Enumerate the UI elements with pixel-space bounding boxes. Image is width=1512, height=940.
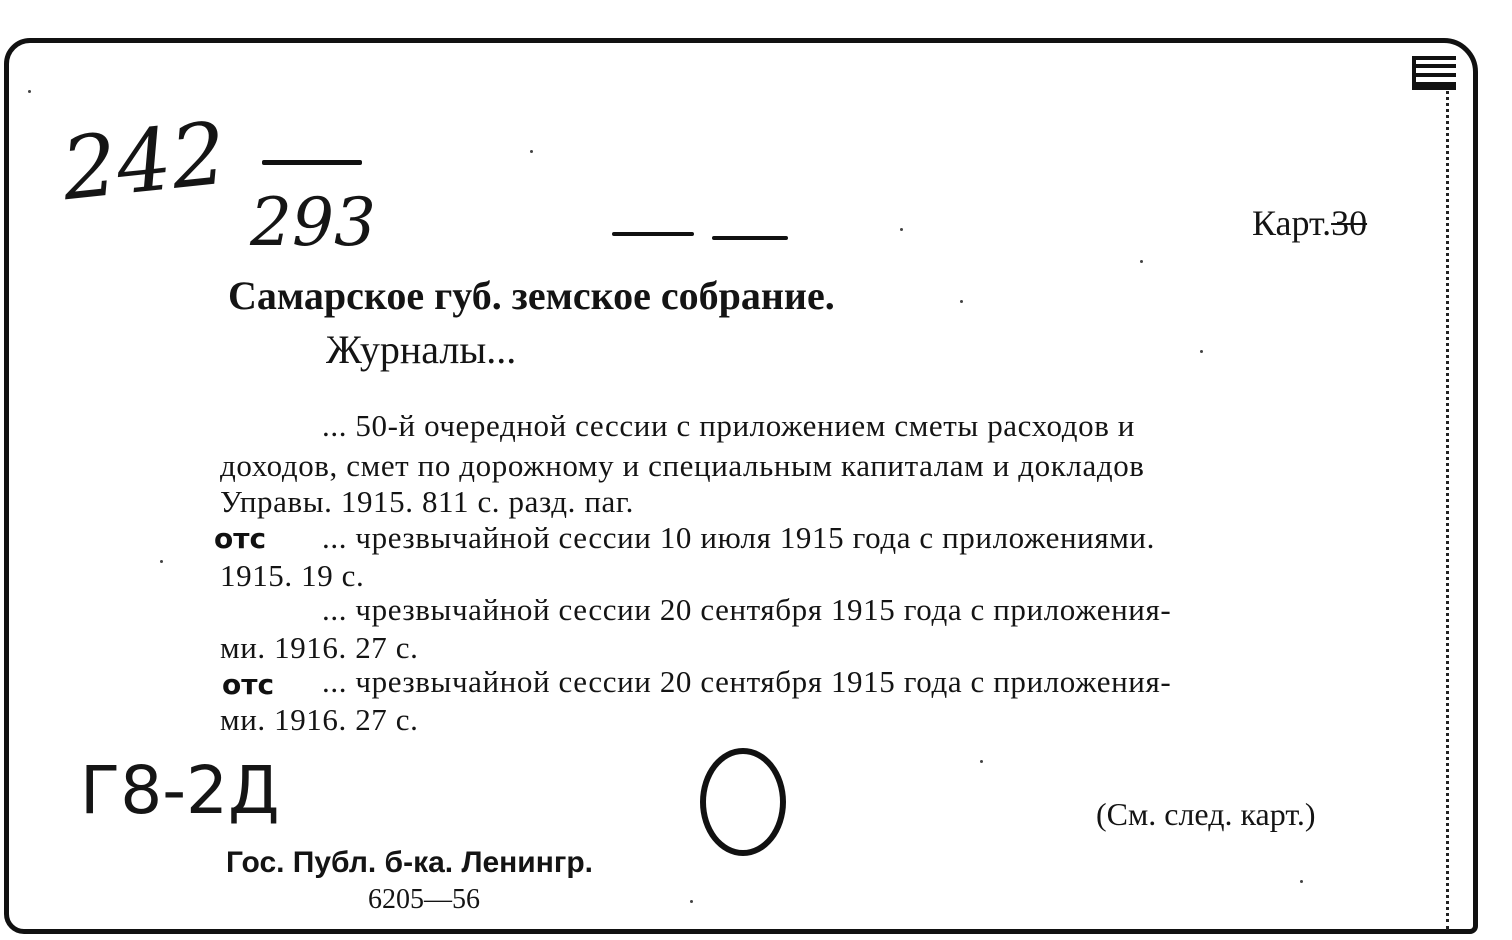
header-dash-1 [612,232,694,236]
entry-3-line-2: ми. 1916. 27 с. [220,630,419,665]
speck [530,150,533,153]
header-dash-2 [712,236,788,240]
card-tab-mark [1412,56,1456,90]
card-number-struck: 30 [1331,203,1368,243]
shelfmark-bottom: 293 [250,184,376,261]
speck [900,228,903,231]
print-code: 6205—56 [368,884,480,915]
title-heading: Журналы... [326,327,517,372]
speck [1200,350,1203,353]
shelfmark-fraction-line [262,160,362,165]
speck [960,300,963,303]
library-imprint: Гос. Публ. б-ка. Ленингр. [226,846,594,879]
speck [1140,260,1143,263]
entry-2-line-2: 1915. 19 с. [220,558,365,593]
speck [28,90,31,93]
speck [160,560,163,563]
entry-4-line-1: ... чрезвычайной сессии 20 сентября 1915 года с приложения- [322,664,1172,699]
shelfmark-top: 242 [57,103,231,221]
see-next-card: (См. след. карт.) [1096,796,1316,832]
entry-2-line-1: ... чрезвычайной сессии 10 июля 1915 года с приложениями. [322,520,1155,555]
entry-1-line-2: доходов, смет по дорожному и специальным капиталам и докладов [220,448,1145,483]
speck [690,900,693,903]
shelfmark-lower: Г8-2Д [80,752,280,829]
card-number-label: Карт. [1252,203,1332,243]
entry-1-line-1: ... 50-й очередной сессии с приложением сметы расходов и [322,408,1135,443]
card-right-edge [1446,60,1459,930]
entry-3-line-1: ... чрезвычайной сессии 20 сентября 1915 года с приложения- [322,592,1172,627]
speck [1300,880,1303,883]
speck [980,760,983,763]
circle-mark [700,748,786,856]
entry-1-line-3: Управы. 1915. 811 с. разд. паг. [220,484,635,519]
entry-4-line-2: ми. 1916. 27 с. [220,702,419,737]
card-number [1252,202,1367,244]
entry-4-mark: отс [222,668,275,701]
author-heading: Самарское губ. земское собрание. [228,273,835,318]
entry-2-mark: отс [214,522,267,555]
